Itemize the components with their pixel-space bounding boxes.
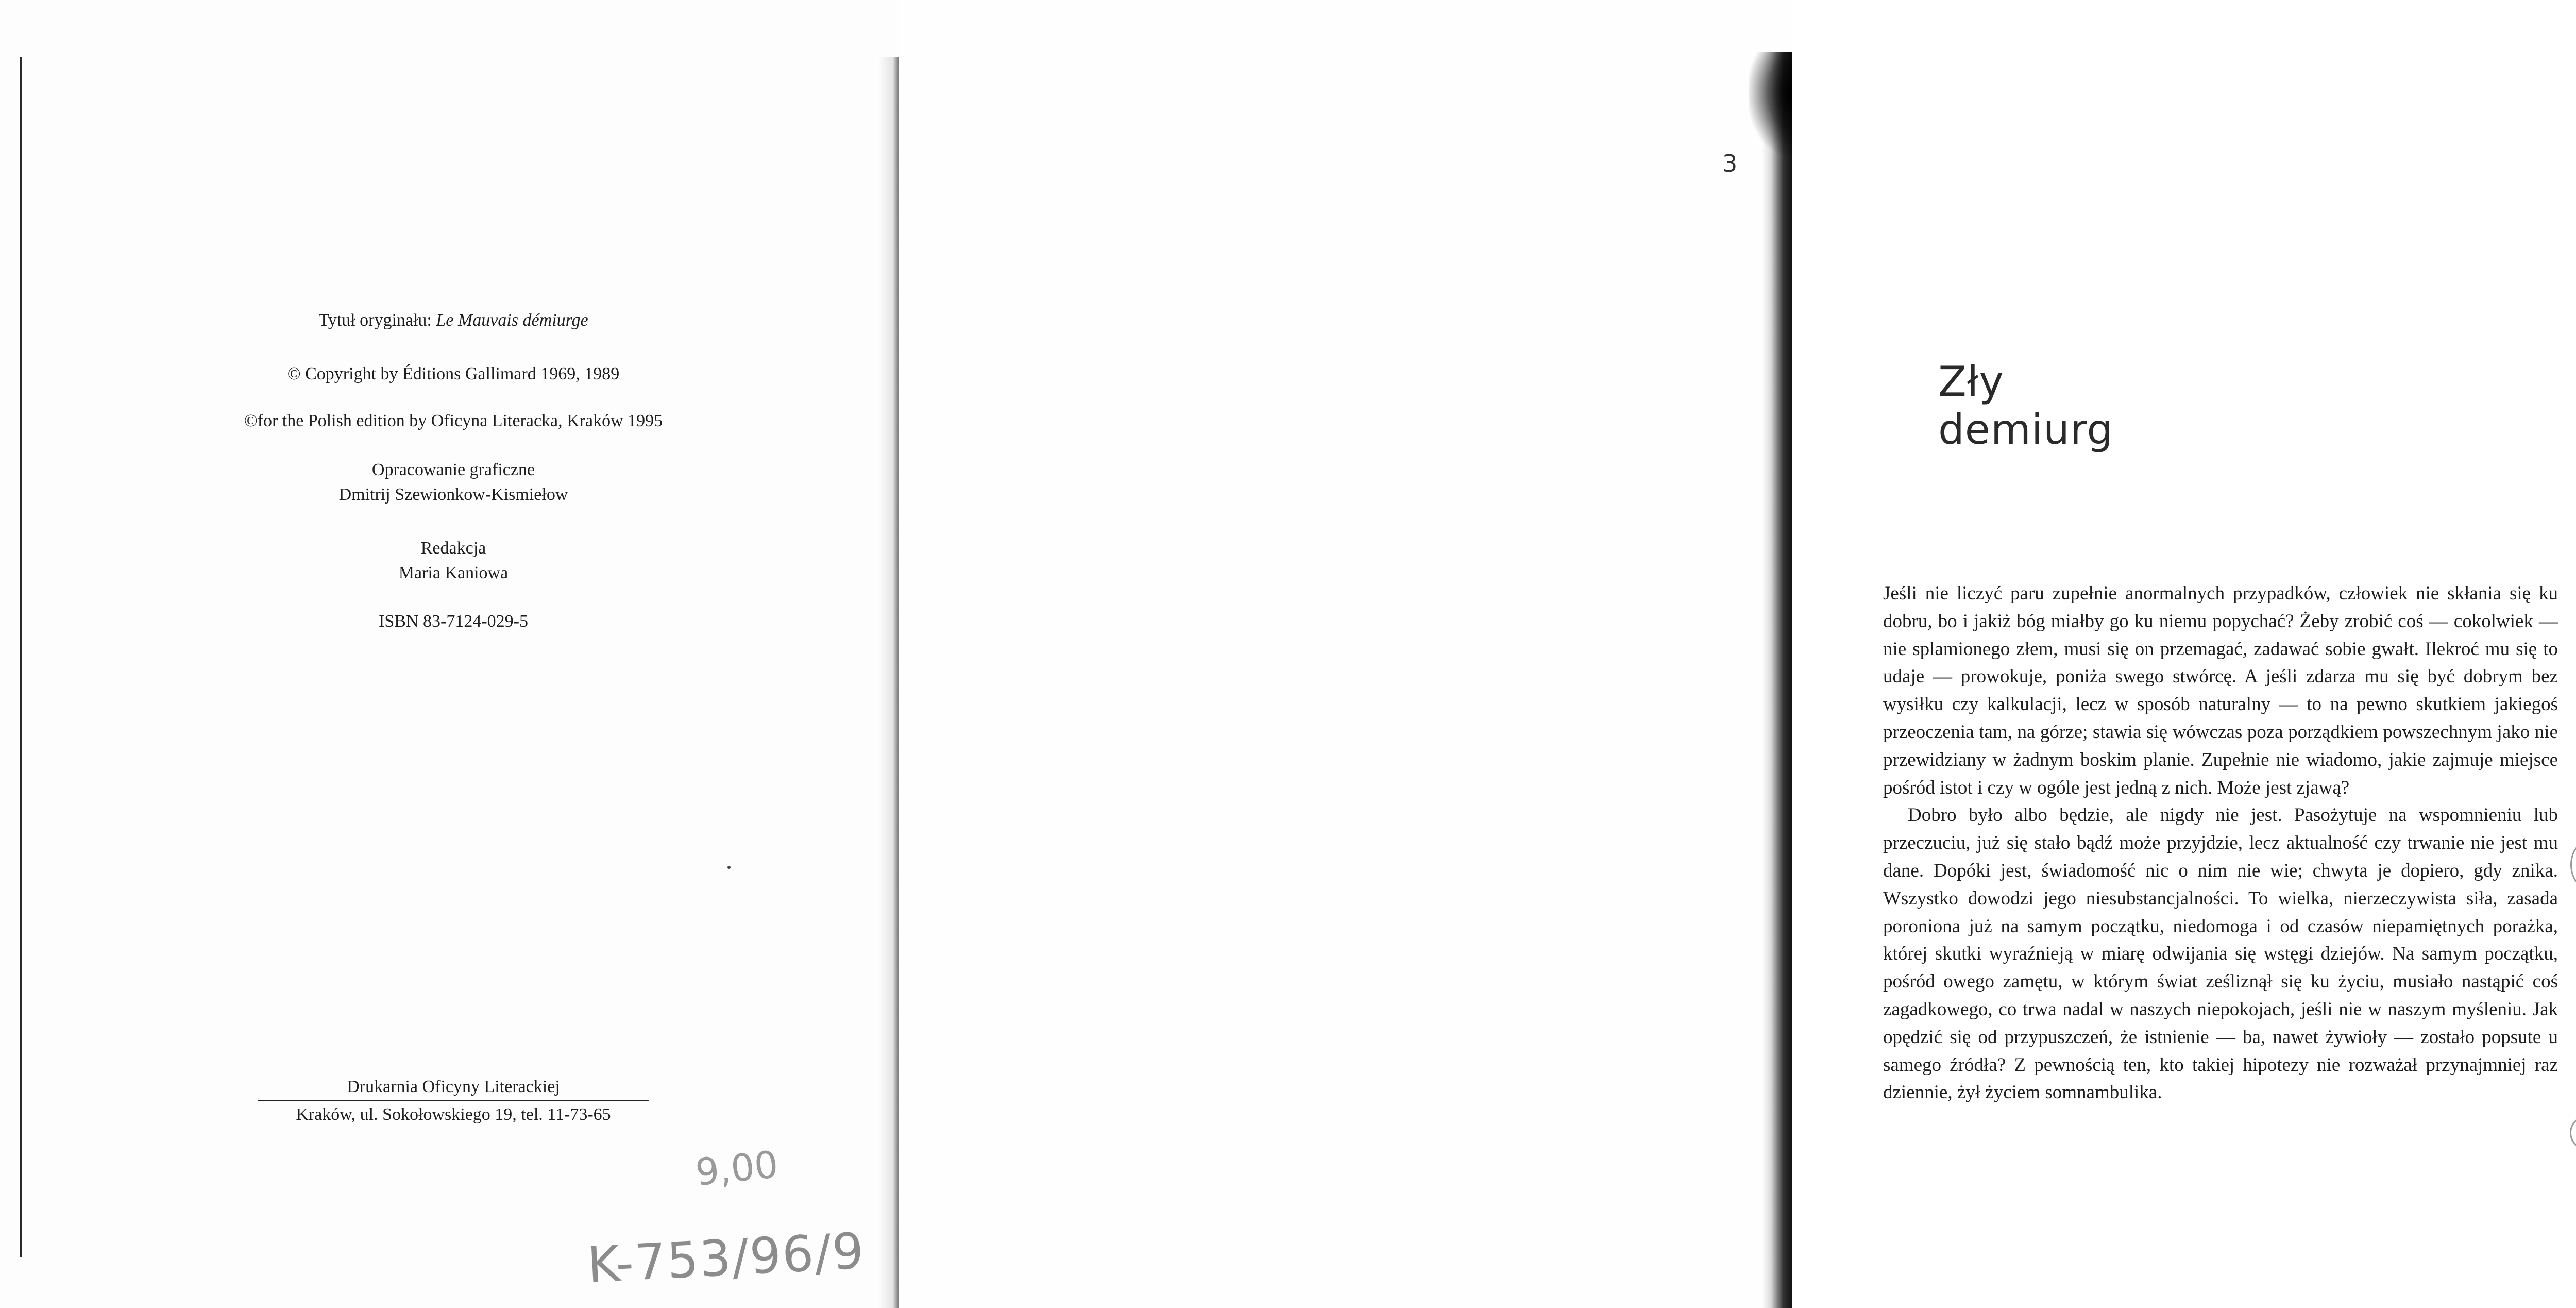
original-title-label: Tytuł oryginału: — [318, 311, 432, 330]
original-title: Le Mauvais démiurge — [436, 311, 588, 330]
paragraph: Jeśli nie liczyć paru zupełnie anormalnych przypadków, człowiek nie skłania się ku dobru, bo i jakiż bóg miałby go ku niemu popychać? Żeby zrobić coś — cokolwiek — nie splamionego złem, musi się on przemagać, zadawać sobie gwałt. Ilekroć mu się to udaje — prowokuje, poniża swego stwórcę. A jeśli zdarza mu się być dobrym bez wysiłku czy kalkulacji, lecz w sposób naturalny — to na pewno skutkiem jakiegoś przeoczenia tam, na górze; stawia się wówczas poza porządkiem powszechnym jako nie przewidziany w żadnym boskim planie. Zupełnie nie wiadomo, jakie zajmuje miejsce pośród istot i czy w ogóle jest jedną z nich. Może jest zjawą? — [1883, 583, 2558, 798]
page-edge-right — [1762, 52, 1792, 1308]
editor-name: Maria Kaniowa — [398, 563, 509, 582]
editor-label: Redakcja — [420, 539, 486, 558]
chapter-title: Zły demiurg — [1938, 357, 2114, 454]
page-corner-shadow — [1749, 52, 1792, 155]
printer-divider — [258, 1100, 649, 1101]
graphic-design-credit — [196, 458, 711, 507]
page-number: 3 — [1722, 149, 1738, 177]
polish-edition-line: ©for the Polish edition by Oficyna Literacka, Kraków 1995 — [244, 411, 663, 430]
copyright-line: © Copyright by Éditions Gallimard 1969, 1989 — [287, 364, 620, 383]
speck — [727, 866, 731, 869]
handwritten-call-number: K-753/96/9 — [586, 1221, 867, 1295]
margin-mark-3 — [2570, 1116, 2576, 1150]
paragraph: Dobro było albo będzie, ale nigdy nie jest. Pasożytuje na wspomnieniu lub przeczuciu, już się stało bądź może przyjdzie, lecz aktualność czy trwanie nie jest mu dane. Dopóki jest, świadomość nic o nim nie wie; chwyta je dopiero, gdy znika. Wszystko dowodzi jego niesubstancjalności. To wielka, nierzeczywista siła, zasada poroniona już na samym początku, niedomoga i od czasów niepamiętnych porażka, której skutki wyraźnieją w miarę odwijania się wstęgi dziejów. Na samym początku, pośród owego zamętu, w którym świat ześliznął się ku życiu, musiało nastąpić coś zagadkowego, co trwa nadal w naszych niepokojach, jeśli nie w naszym myśleniu. Jak opędzić się od przypuszczeń, że istnienie — ba, nawet żywioły — zostało popsute u samego źródła? Z pewnością ten, kto takiej hipotezy nie rozważał przynajmniej raz dziennie, żył życiem somnambulika. — [1883, 804, 2558, 1103]
page-edge — [20, 57, 22, 1257]
margin-mark-2 — [2568, 861, 2576, 884]
editor-credit — [196, 536, 711, 585]
printer-name: Drukarnia Oficyny Literackiej — [347, 1077, 560, 1096]
printer-address: Kraków, ul. Sokołowskiego 19, tel. 11-73-65 — [296, 1105, 611, 1124]
body-text — [1883, 580, 2558, 1106]
isbn: ISBN 83-7124-029-5 — [379, 612, 528, 631]
graphic-design-label: Opracowanie graficzne — [371, 460, 535, 479]
handwritten-price: 9,00 — [693, 1142, 781, 1195]
copyright-page — [0, 0, 899, 1308]
printer-block — [258, 1075, 649, 1127]
graphic-design-name: Dmitrij Szewionkow-Kismiełow — [338, 485, 568, 504]
original-title-line — [196, 308, 711, 333]
chapter-page — [899, 0, 2558, 1308]
